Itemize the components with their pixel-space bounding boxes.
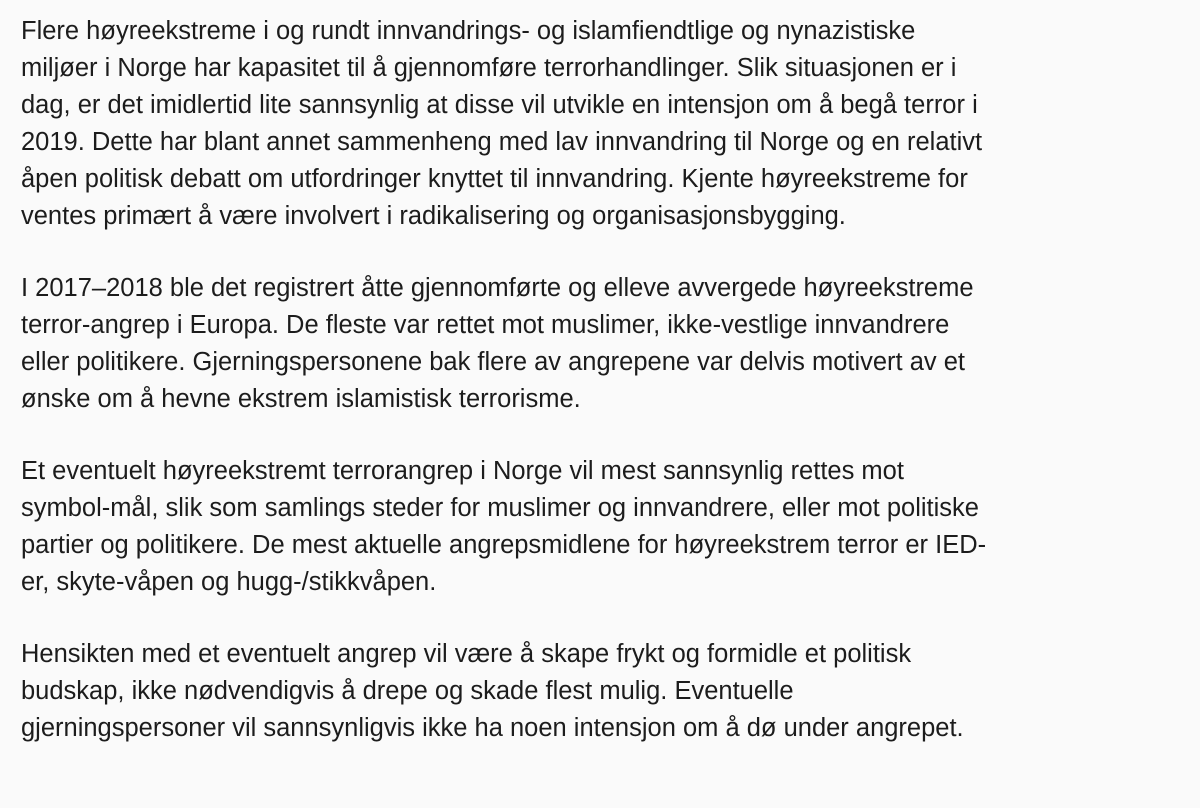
- text-line: gjerningspersoner vil sannsynligvis ikke ha noen intensjon om å dø under angrepet.: [21, 714, 964, 742]
- paragraph-targets: [21, 453, 1191, 601]
- text-line: Flere høyreekstreme i og rundt innvandrings- og islamfiendtlige og nynazistiske: [21, 17, 916, 45]
- text-line: dag, er det imidlertid lite sannsynlig at disse vil utvikle en intensjon om å begå terror i: [21, 91, 978, 119]
- text-line: budskap, ikke nødvendigvis å drepe og skade flest mulig. Eventuelle: [21, 677, 794, 705]
- text-line: Hensikten med et eventuelt angrep vil være å skape frykt og formidle et politisk: [21, 640, 912, 668]
- text-line: ventes primært å være involvert i radikalisering og organisasjonsbygging.: [21, 202, 846, 230]
- text-line: ønske om å hevne ekstrem islamistisk terrorisme.: [21, 385, 581, 413]
- text-line: Et eventuelt høyreekstremt terrorangrep i Norge vil mest sannsynlig rettes mot: [21, 457, 904, 485]
- text-line: åpen politisk debatt om utfordringer knyttet til innvandring. Kjente høyreekstreme for: [21, 165, 968, 193]
- text-line: terror-angrep i Europa. De fleste var rettet mot muslimer, ikke-vestlige innvandrere: [21, 311, 950, 339]
- article-body: [21, 13, 1191, 747]
- text-line: 2019. Dette har blant annet sammenheng med lav innvandring til Norge og en relativt: [21, 128, 983, 156]
- paragraph-capacity: [21, 13, 1191, 235]
- text-line: partier og politikere. De mest aktuelle angrepsmidlene for høyreekstrem terror er IED-: [21, 531, 987, 559]
- text-line: I 2017–2018 ble det registrert åtte gjennomførte og elleve avvergede høyreekstreme: [21, 274, 974, 302]
- paragraph-intent: [21, 636, 1191, 747]
- text-line: symbol-mål, slik som samlings steder for muslimer og innvandrere, eller mot politiske: [21, 494, 979, 522]
- paragraph-europe-attacks: [21, 270, 1191, 418]
- text-line: er, skyte-våpen og hugg-/stikkvåpen.: [21, 568, 437, 596]
- text-line: miljøer i Norge har kapasitet til å gjennomføre terrorhandlinger. Slik situasjonen er i: [21, 54, 957, 82]
- text-line: eller politikere. Gjerningspersonene bak flere av angrepene var delvis motivert av et: [21, 348, 965, 376]
